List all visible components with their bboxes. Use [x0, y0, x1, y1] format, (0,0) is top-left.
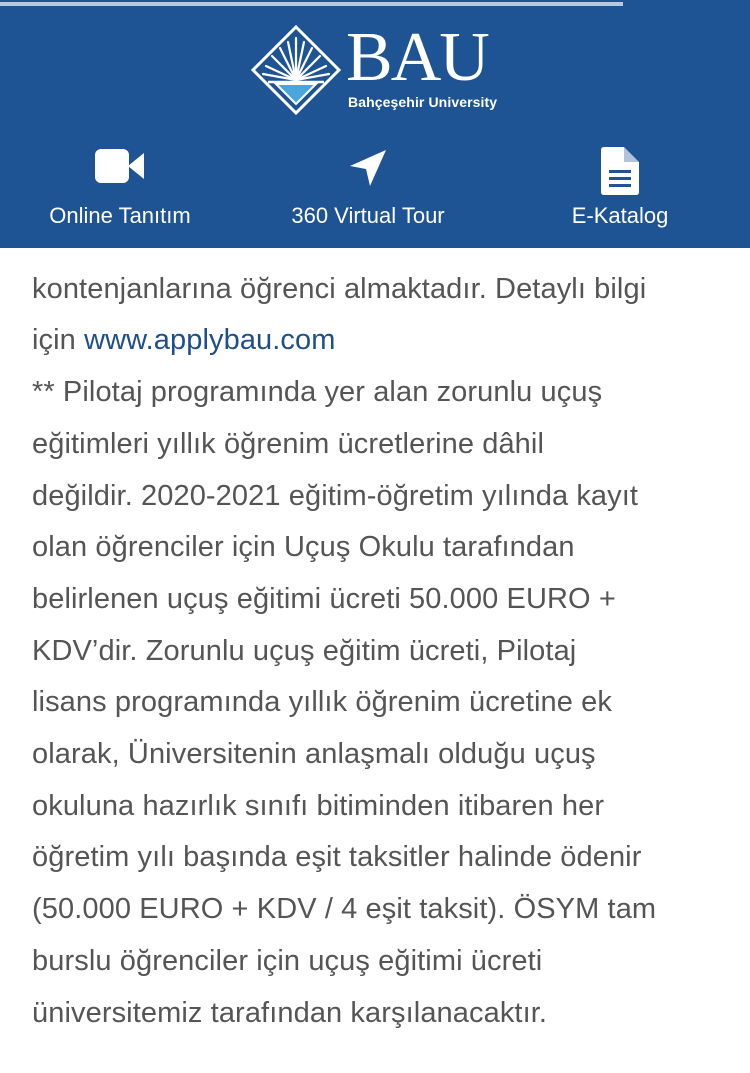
- location-arrow-icon: [346, 146, 390, 190]
- body-line: olarak, Üniversitenin anlaşmalı olduğu uçuş: [32, 738, 596, 771]
- bau-logo-mark-icon: [250, 24, 342, 116]
- nav-label: 360 Virtual Tour: [291, 203, 445, 228]
- body-line: [32, 315, 732, 367]
- body-line: olan öğrenciler için Uçuş Okulu tarafından: [32, 531, 575, 564]
- body-line: kontenjanlarına öğrenci almaktadır. Detaylı bilgi: [32, 272, 647, 305]
- body-line: burslu öğrenciler için uçuş eğitimi ücreti: [32, 944, 543, 977]
- applybau-link[interactable]: www.applybau.com: [84, 324, 336, 357]
- body-line: KDV’dir. Zorunlu uçuş eğitim ücreti, Pilotaj: [32, 634, 577, 667]
- body-line: (50.000 EURO + KDV / 4 eşit taksit). ÖSYM tam: [32, 893, 657, 926]
- body-line: üniversitemiz tarafından karşılanacaktır.: [32, 996, 548, 1029]
- header-nav: [0, 140, 750, 240]
- nav-e-katalog[interactable]: [500, 140, 740, 240]
- body-line: lisans programında yıllık öğrenim ücretine ek: [32, 686, 612, 719]
- body-line: belirlenen uçuş eğitimi ücreti 50.000 EURO +: [32, 582, 616, 615]
- nav-label: Online Tanıtım: [49, 203, 191, 228]
- body-line: ** Pilotaj programında yer alan zorunlu uçuş: [32, 376, 603, 409]
- nav-label: E-Katalog: [571, 203, 669, 228]
- site-header: [0, 0, 750, 248]
- page-load-progress-fill: [0, 2, 623, 6]
- body-line-prefix: için: [32, 324, 85, 357]
- body-line: eğitimleri yıllık öğrenim ücretlerine dâhil: [32, 427, 544, 460]
- article-body: [32, 212, 732, 1039]
- document-icon: [598, 146, 642, 196]
- body-line: okuluna hazırlık sınıfı bitiminden itibaren her: [32, 789, 605, 822]
- video-camera-icon: [94, 146, 146, 186]
- body-line: değildir. 2020-2021 eğitim-öğretim yılında kayıt: [32, 479, 639, 512]
- logo-wordmark: BAU: [346, 19, 488, 96]
- logo-subtitle: Bahçeşehir University: [348, 94, 498, 110]
- bau-logo[interactable]: [250, 19, 510, 116]
- page-load-progress: [0, 0, 750, 6]
- nav-online-tanitim[interactable]: [0, 140, 240, 240]
- body-line: öğretim yılı başında eşit taksitler halinde ödenir: [32, 841, 642, 874]
- nav-360-virtual-tour[interactable]: [248, 140, 488, 240]
